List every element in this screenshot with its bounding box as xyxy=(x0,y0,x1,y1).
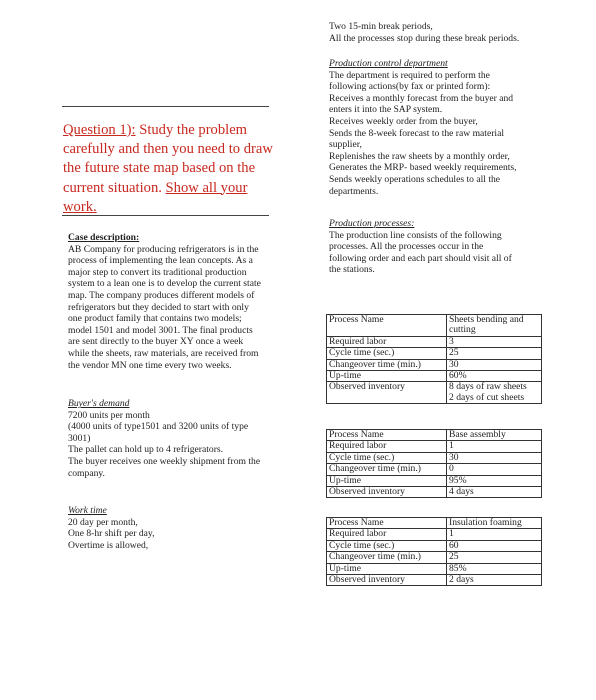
table-cell: Up-time xyxy=(327,475,447,486)
text-line: following order and each part should visit all of xyxy=(329,252,512,264)
table-cell: 60 xyxy=(447,540,542,551)
table-row xyxy=(327,487,542,498)
text-line: Receives a monthly forecast from the buyer and xyxy=(329,92,514,104)
table-cell: 60% xyxy=(447,371,542,382)
buyers-demand-section xyxy=(68,398,283,479)
table-row xyxy=(327,540,542,551)
table-cell: Cycle time (sec.) xyxy=(327,452,447,463)
table-cell: 4 days xyxy=(447,487,542,498)
table-cell: Required labor xyxy=(327,529,447,540)
case-description-section xyxy=(68,232,283,371)
table-cell: 30 xyxy=(447,359,542,370)
table-cell: Changeover time (min.) xyxy=(327,359,447,370)
table-row xyxy=(327,348,542,359)
work-time-section xyxy=(68,505,283,551)
table-cell: Changeover time (min.) xyxy=(327,464,447,475)
section-heading: Production control department xyxy=(329,58,448,69)
text-line: 20 day per month, xyxy=(68,516,138,528)
text-line: processes. All the processes occur in the xyxy=(329,241,484,253)
table-cell: Observed inventory xyxy=(327,487,447,498)
table-cell: 2 days xyxy=(447,575,542,586)
text-line: Generates the MRP- based weekly requirements, xyxy=(329,162,517,174)
table-cell: Cycle time (sec.) xyxy=(327,348,447,359)
text-line: One 8-hr shift per day, xyxy=(68,528,155,540)
table-cell: 30 xyxy=(447,452,542,463)
table-cell: Insulation foaming xyxy=(447,518,542,529)
production-control-section xyxy=(329,58,579,197)
text-line: Two 15-min break periods, xyxy=(329,21,433,32)
text-line: major step to convert its traditional production xyxy=(68,266,247,278)
table-cell: Required labor xyxy=(327,336,447,347)
text-line: while the sheets, raw materials, are received from xyxy=(68,347,259,359)
text-line: are sent directly to the buyer XY once a week xyxy=(68,336,244,348)
text-line: Sends weekly operations schedules to all the xyxy=(329,173,501,185)
production-processes-section xyxy=(329,218,579,276)
table-cell: Sheets bending and cutting xyxy=(447,315,542,337)
table-row xyxy=(327,563,542,574)
table-cell: 95% xyxy=(447,475,542,486)
text-line: The department is required to perform the xyxy=(329,69,490,81)
section-heading: Buyer's demand xyxy=(68,398,130,409)
text-line: The pallet can hold up to 4 refrigerators. xyxy=(68,444,224,456)
section-heading: Work time xyxy=(68,505,107,516)
table-cell: 8 days of raw sheets 2 days of cut sheets xyxy=(447,382,542,404)
table-cell: 85% xyxy=(447,563,542,574)
section-heading: Case description: xyxy=(68,232,140,243)
table-row xyxy=(327,575,542,586)
table-cell: 25 xyxy=(447,552,542,563)
table-cell: 3 xyxy=(447,336,542,347)
process-table-insulation-foaming xyxy=(326,517,542,586)
question-label: Question 1): xyxy=(63,122,136,138)
process-table-sheets-bending xyxy=(326,314,542,404)
question-instruction: Show all your work. xyxy=(63,179,248,215)
table-cell: 1 xyxy=(447,529,542,540)
table-row xyxy=(327,518,542,529)
text-line: company. xyxy=(68,467,105,479)
table-cell: Up-time xyxy=(327,371,447,382)
text-line: enters it into the SAP system. xyxy=(329,104,443,116)
table-row xyxy=(327,315,542,337)
text-line: map. The company produces different models of xyxy=(68,289,255,301)
table-cell: Process Name xyxy=(327,430,447,441)
text-line: Sends the 8-week forecast to the raw material xyxy=(329,127,505,139)
table-row xyxy=(327,452,542,463)
table-row xyxy=(327,430,542,441)
table-row xyxy=(327,371,542,382)
table-row xyxy=(327,441,542,452)
table-cell: 25 xyxy=(447,348,542,359)
table-row xyxy=(327,359,542,370)
break-periods-text xyxy=(329,21,579,44)
text-line: model 1501 and model 3001. The final products xyxy=(68,324,253,336)
text-line: supplier, xyxy=(329,139,362,151)
text-line: The production line consists of the following xyxy=(329,229,502,241)
text-line: (4000 units of type1501 and 3200 units of type xyxy=(68,421,249,433)
table-cell: Changeover time (min.) xyxy=(327,552,447,563)
table-cell: Process Name xyxy=(327,315,447,337)
question-body: Study the problem carefully and then you need to draw the future state map based on the current situation. xyxy=(63,122,273,196)
question-text xyxy=(63,121,278,217)
text-line: 3001) xyxy=(68,432,91,444)
table-cell: Required labor xyxy=(327,441,447,452)
divider-line xyxy=(62,215,269,216)
divider-line xyxy=(62,106,269,107)
table-row xyxy=(327,382,542,404)
text-line: AB Company for producing refrigerators is in the xyxy=(68,243,259,255)
table-row xyxy=(327,529,542,540)
table-row xyxy=(327,336,542,347)
table-cell: Cycle time (sec.) xyxy=(327,540,447,551)
table-cell: Process Name xyxy=(327,518,447,529)
table-cell: Observed inventory xyxy=(327,575,447,586)
text-line: process of implementing the lean concepts. As a xyxy=(68,255,253,267)
table-row xyxy=(327,475,542,486)
text-line: All the processes stop during these break periods. xyxy=(329,32,520,44)
section-heading: Production processes: xyxy=(329,218,415,229)
text-line: following actions(by fax or printed form): xyxy=(329,81,491,93)
table-cell: 1 xyxy=(447,441,542,452)
text-line: one product family that contains two models; xyxy=(68,313,242,325)
text-line: Receives weekly order from the buyer, xyxy=(329,115,478,127)
table-cell: Observed inventory xyxy=(327,382,447,404)
text-line: refrigerators but they decided to start with only xyxy=(68,301,249,313)
table-cell: 0 xyxy=(447,464,542,475)
table-cell: Base assembly xyxy=(447,430,542,441)
table-row xyxy=(327,552,542,563)
table-row xyxy=(327,464,542,475)
text-line: The buyer receives one weekly shipment from the xyxy=(68,455,261,467)
process-table-base-assembly xyxy=(326,429,542,498)
table-cell: Up-time xyxy=(327,563,447,574)
text-line: the vendor MN one time every two weeks. xyxy=(68,359,232,371)
text-line: Replenishes the raw sheets by a monthly order, xyxy=(329,150,510,162)
text-line: departments. xyxy=(329,185,379,197)
text-line: system to a lean one is to develop the current state xyxy=(68,278,261,290)
text-line: the stations. xyxy=(329,264,375,276)
text-line: Overtime is allowed, xyxy=(68,539,149,551)
text-line: 7200 units per month xyxy=(68,409,150,421)
